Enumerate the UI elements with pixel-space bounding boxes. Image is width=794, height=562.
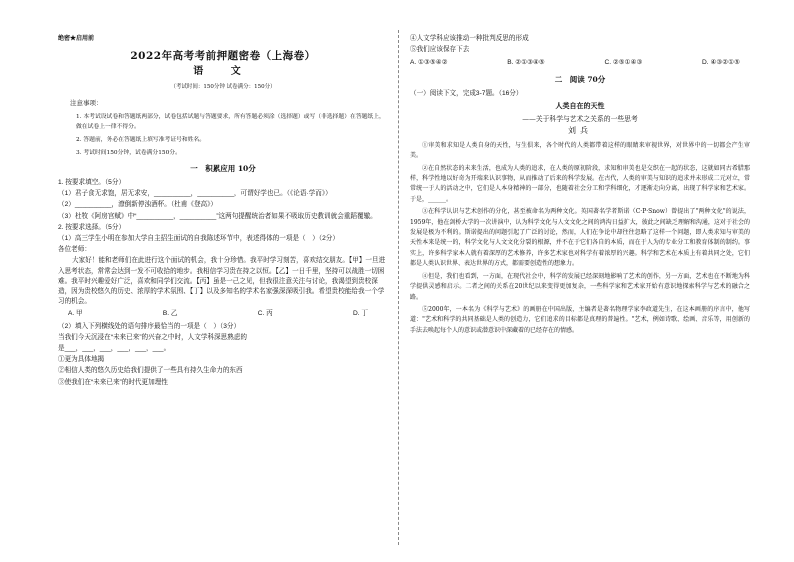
- article-title: 人类自在的天性: [555, 101, 605, 111]
- article-paragraph: ④但是，我们也看到，一方面，在现代社会中，科学的发展已经深刻地影响了艺术的创作，另一方面，艺术也在不断地为科学提供灵感和启示。二者之间的关系在20世纪以来变得更加复杂，一些科学家和艺术家开始有意识地探索科学与艺术的融合之路。: [410, 272, 750, 301]
- question-heading: 1. 按要求填空。（5分）: [58, 179, 126, 186]
- notes-heading: 注意事项：: [70, 99, 103, 107]
- question-line: （1）君子食无求饱，居无求安，__________，__________，可谓好学也已。（《论语·学而》）: [58, 190, 332, 198]
- question-stem: 当我们今天沉浸在“未来已来”的兴奋之中时，人文学科深思熟虑的: [58, 333, 248, 341]
- option-d: D. 丁: [352, 310, 368, 318]
- list-item: ④人文学科应该推动一种批判反思的形成: [410, 35, 529, 42]
- option-c: C. ②⑤①④③: [604, 59, 643, 67]
- question-line: （2）__________，潦倒新停浊酒杯。（杜甫《登高》）: [58, 201, 218, 209]
- article-paragraph: ③在科学认识与艺术创作的分化，甚至被命名为两种文化。英国著名学者斯诺（C·P·Snow）曾提出了"两种文化"的说法，1959年，他在剑桥大学的一次讲演中，认为科学文化与人文文化之间的鸿沟日益扩大，彼此之间缺乏理解和沟通，这对于社会的发展是极为不利的。斯诺提出的问题引起了广泛的讨论，然而，人们在争论中却往往忽略了这样一个问题，即人类求知与审美的天性本来是统一的，科学文化与人文文化分裂的根源，并不在于它们各自的本质，而在于人为的专业分工和教育体制的制约。事实上，许多科学家本人就有着深厚的艺术修养，许多艺术家也对科学有着浓厚的兴趣。科学和艺术在本质上有着共同之处，它们都是人类认识世界、表达世界的方式，都需要创造性的想象力。: [410, 208, 750, 268]
- option-a: A. ①③⑤④②: [410, 59, 448, 67]
- passage: 大家好！能和老师们在此进行这个面试的机会，我十分珍惜。我平时学习刻苦，喜欢结交朋友。【甲】一旦进入思考状态，常常会达到一发不可收拾的地步。我相信学习贵在持之以恒。【乙】一日千里，坚持可以战胜一切困难。我平时兴趣爱好广泛，喜欢和同学们交流。【丙】虽是一己之见，但我很注意关注与讨论，我渴望到贵校深造，因为贵校悠久的历史、浓厚的学术氛围、【丁】以及多知名的学术名家强深深吸引我。希望贵校能给我一个学习的机会。: [58, 257, 386, 306]
- greeting: 各位老师：: [58, 246, 91, 254]
- confidential-label: 绝密★启用前: [58, 35, 95, 42]
- options-row: [58, 309, 388, 319]
- option-b: B. ②①③④⑤: [507, 59, 545, 67]
- article-author: 刘兵: [568, 126, 592, 136]
- question-heading: 2. 按要求选择。（5分）: [58, 223, 126, 231]
- section-heading: 一 积累应用 10分: [190, 163, 256, 173]
- question-line: （3）杜牧《阿房宫赋》中“__________，__________”这两句提醒统治者如果不吸取历史教训就会重蹈覆辙。: [58, 212, 377, 220]
- article-paragraph: ①审美和求知是人类自身的天性，与生俱来，各个时代的人类都带着这样的眼睛来审视世界，对世界中的一切都会产生审美。: [410, 141, 750, 160]
- article-paragraph: ⑤2000年，一本名为《科学与艺术》的画册在中国出版，主编者是著名物理学家李政道先生，在这本画册的序言中，他写道："艺术和科学的共同基础是人类的创造力，它们追求的目标都是真理的普遍性。"艺术，例如诗歌、绘画、音乐等，用创新的手法去唤起每个人的意识或潜意识中深藏着的已经存在的情感。: [410, 305, 750, 334]
- part-heading: （一）阅读下文，完成3-7题。（16分）: [410, 90, 523, 98]
- option-c: C. 丙: [257, 310, 273, 318]
- article-subtitle: ——关于科学与艺术之关系的一些思考: [522, 114, 638, 123]
- question-line: （1）高三学生小明在参加大学自主招生面试的自我陈述环节中，表述得体的一项是（ ）（2分）: [58, 235, 339, 243]
- note-item: 1. 本考试设试卷和答题纸两部分，试卷包括试题与答题要求，所有答题必须涂（选择题）或写（非选择题）在答题纸上，做在试卷上一律不得分。: [76, 113, 385, 130]
- list-item: ⑤我们应该保存下去: [410, 46, 470, 54]
- note-item: 2. 答题前，务必在答题纸上填写准考证号和姓名。: [76, 136, 206, 143]
- options-row: [410, 58, 750, 68]
- column-divider: [398, 30, 399, 545]
- list-item: ②相信人类的悠久历史给我们提供了一些具有持久生命力的东西: [58, 367, 243, 375]
- option-a: A. 甲: [68, 310, 83, 318]
- left-column: [58, 34, 388, 389]
- article-body: [410, 141, 750, 336]
- question-line: （2）填入下列横线处的语句排序最恰当的一项是（ ）（3分）: [58, 322, 241, 330]
- option-b: B. 乙: [162, 310, 178, 318]
- exam-title: 2022年高考考前押题密卷（上海卷）: [130, 49, 316, 62]
- list-item: ①更为具体地揭: [58, 356, 105, 364]
- question-stem: 是___，___，___，___，___，___。: [58, 345, 171, 353]
- exam-meta: （考试时间：150分钟 试卷满分：150分）: [170, 83, 276, 90]
- list-item: ③使我们在“未来已来”的时代更加理性: [58, 378, 168, 386]
- section-heading: 二 阅读 70分: [554, 74, 606, 84]
- subject-title: 语 文: [193, 66, 253, 77]
- option-d: D. ④③②①⑤: [702, 59, 740, 67]
- right-column: [410, 34, 750, 338]
- article-paragraph: ②在自然状态的未来生活，也成为人类的追求，在人类的原初阶段，求知和审美也是交织在一起的状态，这就如同古希腊那样，科学性地以好奇为开端来认识事物，从而推动了后来的科学发展。在古代，人类的审美与知识的追求并未形成二元对立，常常统一于人的活动之中，它们是人本身精神的一部分，也随着社会分工和学科细化，才逐渐走向分离，出现了科学家和艺术家。于是，______。: [410, 164, 750, 203]
- note-item: 3. 考试时间150分钟，试卷满分150分。: [76, 149, 181, 156]
